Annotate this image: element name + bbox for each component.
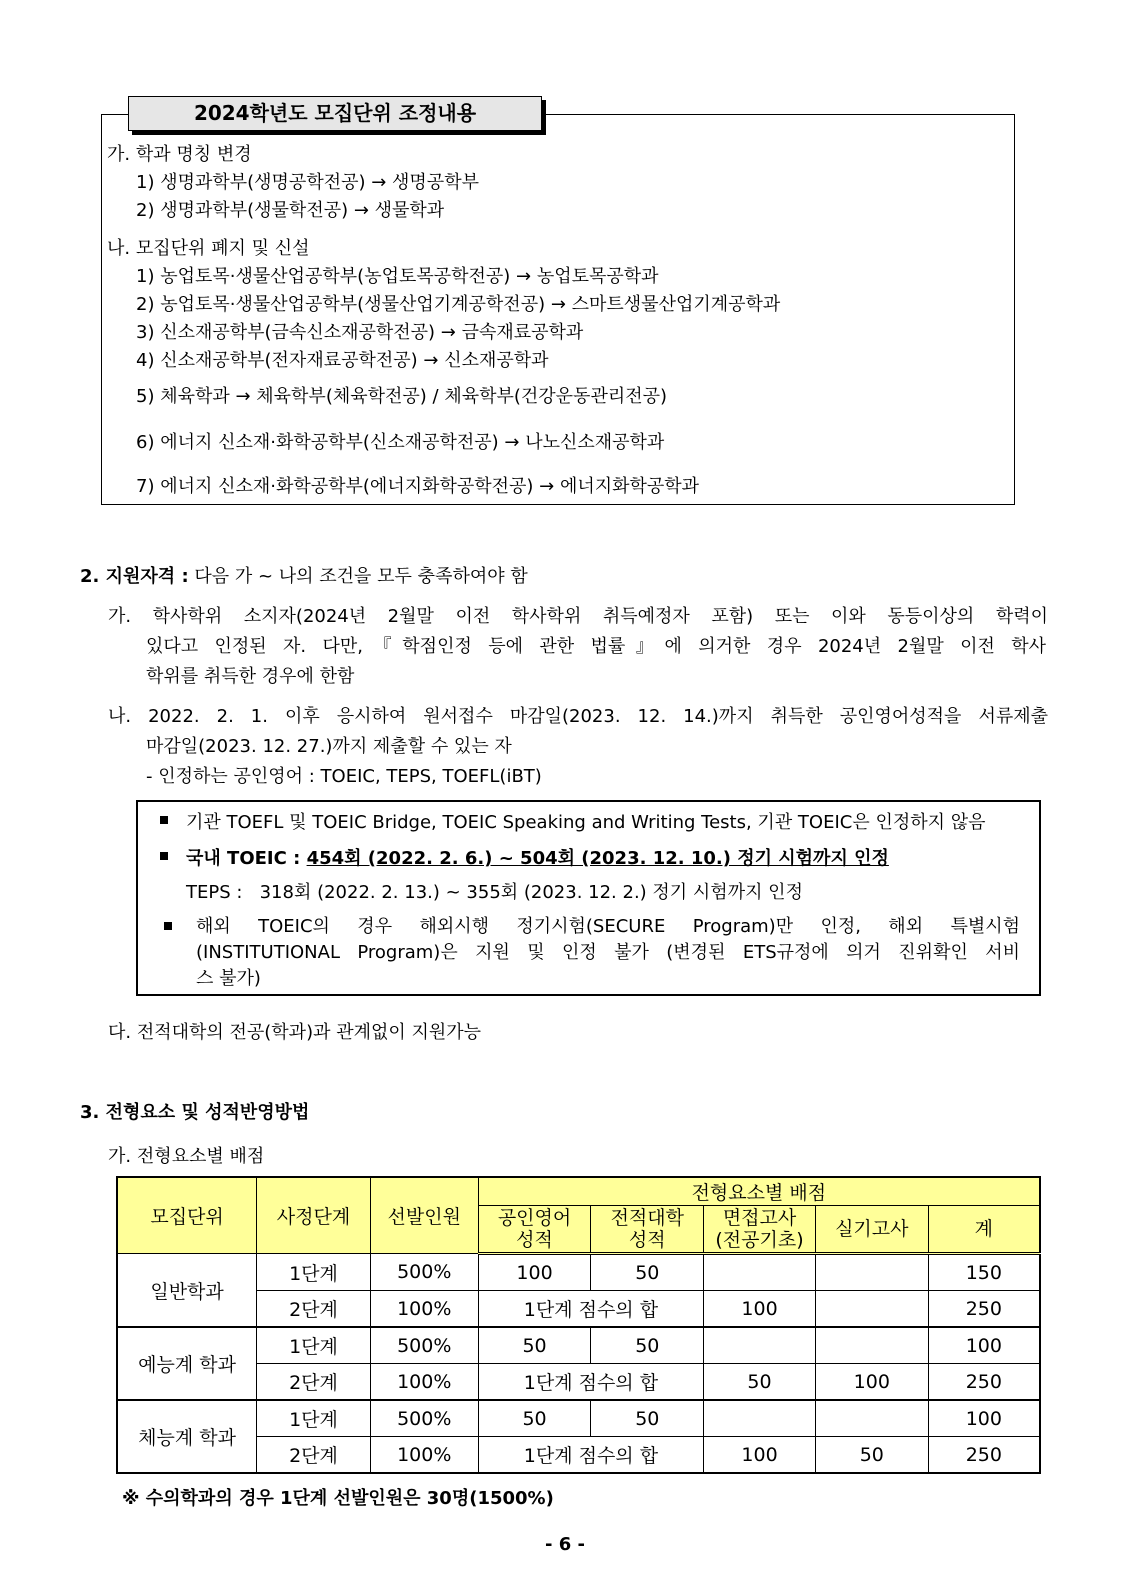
score-table [116, 1176, 1041, 1474]
unit-cell: 일반학과 [117, 1254, 257, 1328]
total-cell: 100 [928, 1400, 1040, 1437]
merged-score-cell: 1단계 점수의 합 [478, 1364, 703, 1401]
toeic-item-3-line-1: 해외 TOEIC의 경우 해외시행 정기시험(SECURE Program)만 인정, 해외 특별시험 [196, 916, 1020, 937]
notice-b-item-7: 7) 에너지 신소재·화학공학부(에너지화학공학전공) → 에너지화학공학과 [136, 476, 700, 497]
notice-b-item-3: 3) 신소재공학부(금속신소재공학전공) → 금속재료공학과 [136, 322, 584, 343]
header-stage: 사정단계 [257, 1177, 371, 1254]
header-unit: 모집단위 [117, 1177, 257, 1254]
unit-cell: 체능계 학과 [117, 1400, 257, 1473]
prev-cell: 50 [591, 1327, 704, 1364]
header-interview: 면접고사 (전공기초) [704, 1206, 816, 1254]
bullet-icon [160, 852, 168, 860]
english-cell: 50 [478, 1400, 591, 1437]
notice-title: 2024학년도 모집단위 조정내용 [128, 96, 542, 131]
notice-section-b-heading: 나. 모집단위 폐지 및 신설 [107, 238, 310, 259]
notice-section-a-heading: 가. 학과 명칭 변경 [107, 144, 252, 165]
section2-a-line-1: 가. 학사학위 소지자(2024년 2월말 이전 학사학위 취득예정자 포함) 또는 이와 동등이상의 학력이 [108, 606, 1048, 627]
notice-b-item-4: 4) 신소재공학부(전자재료공학전공) → 신소재공학과 [136, 350, 549, 371]
stage-cell: 1단계 [257, 1254, 371, 1291]
section3-heading: 3. 전형요소 및 성적반영방법 [80, 1102, 310, 1123]
stage-cell: 1단계 [257, 1400, 371, 1437]
prev-cell: 50 [591, 1400, 704, 1437]
toeic-domestic-label: 국내 TOEIC : [186, 848, 307, 869]
header-practical: 실기고사 [815, 1206, 928, 1254]
section2-a-line-2: 있다고 인정된 자. 다만,『학점인정 등에 관한 법률』에 의거한 경우 2024년 2월말 이전 학사 [146, 636, 1046, 657]
notice-b-item-5: 5) 체육학과 → 체육학부(체육학전공) / 체육학부(건강운동관리전공) [136, 386, 668, 407]
stage-cell: 1단계 [257, 1327, 371, 1364]
total-cell: 150 [928, 1254, 1040, 1291]
bullet-icon [160, 816, 168, 824]
toeic-item-3-line-3: 스 불가) [196, 968, 261, 989]
practical-cell: 50 [815, 1437, 928, 1474]
stage-cell: 2단계 [257, 1364, 371, 1401]
page-number: - 6 - [545, 1534, 585, 1555]
total-cell: 250 [928, 1291, 1040, 1328]
vet-note: ※ 수의학과의 경우 1단계 선발인원은 30명(1500%) [122, 1488, 554, 1509]
merged-score-cell: 1단계 점수의 합 [478, 1437, 703, 1474]
notice-a-item-2: 2) 생명과학부(생물학전공) → 생물학과 [136, 200, 445, 221]
english-cell: 50 [478, 1327, 591, 1364]
toeic-item-2 [186, 844, 889, 870]
interview-cell [704, 1327, 816, 1364]
practical-cell [815, 1327, 928, 1364]
bullet-icon [164, 922, 172, 930]
stage-cell: 2단계 [257, 1291, 371, 1328]
header-prev-school: 전적대학 성적 [591, 1206, 704, 1254]
quota-cell: 500% [370, 1327, 478, 1364]
notice-b-item-1: 1) 농업토목·생물산업공학부(농업토목공학전공) → 농업토목공학과 [136, 266, 659, 287]
table-row [117, 1254, 1040, 1291]
section2-b-line-3: - 인정하는 공인영어 : TOEIC, TEPS, TOEFL(iBT) [146, 766, 542, 787]
quota-cell: 100% [370, 1364, 478, 1401]
quota-cell: 500% [370, 1400, 478, 1437]
header-english: 공인영어 성적 [478, 1206, 591, 1254]
toeic-item-1: 기관 TOEFL 및 TOEIC Bridge, TOEIC Speaking and Writing Tests, 기관 TOEIC은 인정하지 않음 [186, 812, 986, 833]
merged-score-cell: 1단계 점수의 합 [478, 1291, 703, 1328]
total-cell: 250 [928, 1437, 1040, 1474]
header-quota: 선발인원 [370, 1177, 478, 1254]
table-row [117, 1327, 1040, 1364]
total-cell: 100 [928, 1327, 1040, 1364]
section2-heading-rest: 다음 가 ~ 나의 조건을 모두 충족하여야 함 [188, 566, 528, 587]
section2-b-line-2: 마감일(2023. 12. 27.)까지 제출할 수 있는 자 [146, 736, 512, 757]
interview-cell: 100 [704, 1291, 816, 1328]
interview-cell [704, 1254, 816, 1291]
notice-b-item-2: 2) 농업토목·생물산업공학부(생물산업기계공학전공) → 스마트생물산업기계공학과 [136, 294, 781, 315]
practical-cell [815, 1254, 928, 1291]
unit-cell: 예능계 학과 [117, 1327, 257, 1400]
stage-cell: 2단계 [257, 1437, 371, 1474]
interview-cell: 50 [704, 1364, 816, 1401]
header-score-group: 전형요소별 배점 [478, 1177, 1040, 1206]
table-row [117, 1400, 1040, 1437]
practical-cell [815, 1400, 928, 1437]
section2-a-line-3: 학위를 취득한 경우에 한함 [146, 666, 355, 687]
toeic-item-3-line-2: (INSTITUTIONAL Program)은 지원 및 인정 불가 (변경된 ETS규정에 의거 진위확인 서비 [196, 942, 1020, 963]
total-cell: 250 [928, 1364, 1040, 1401]
toeic-domestic-range: 454회 (2022. 2. 6.) ~ 504회 (2023. 12. 10.) 정기 시험까지 인정 [306, 848, 889, 869]
teps-range: TEPS : 318회 (2022. 2. 13.) ~ 355회 (2023. 12. 2.) 정기 시험까지 인정 [186, 882, 803, 903]
section3-sub-heading: 가. 전형요소별 배점 [108, 1146, 265, 1167]
section2-heading [80, 562, 528, 588]
interview-cell: 100 [704, 1437, 816, 1474]
quota-cell: 500% [370, 1254, 478, 1291]
section2-heading-bold: 2. 지원자격 : [80, 566, 189, 587]
quota-cell: 100% [370, 1437, 478, 1474]
practical-cell [815, 1291, 928, 1328]
practical-cell: 100 [815, 1364, 928, 1401]
interview-cell [704, 1400, 816, 1437]
quota-cell: 100% [370, 1291, 478, 1328]
notice-b-item-6: 6) 에너지 신소재·화학공학부(신소재공학전공) → 나노신소재공학과 [136, 432, 665, 453]
header-total: 계 [928, 1206, 1040, 1254]
section2-b-line-1: 나. 2022. 2. 1. 이후 응시하여 원서접수 마감일(2023. 12. 14.)까지 취득한 공인영어성적을 서류제출 [108, 706, 1048, 727]
prev-cell: 50 [591, 1254, 704, 1291]
notice-a-item-1: 1) 생명과학부(생명공학전공) → 생명공학부 [136, 172, 479, 193]
english-cell: 100 [478, 1254, 591, 1291]
section2-c-line: 다. 전적대학의 전공(학과)과 관계없이 지원가능 [108, 1022, 482, 1043]
